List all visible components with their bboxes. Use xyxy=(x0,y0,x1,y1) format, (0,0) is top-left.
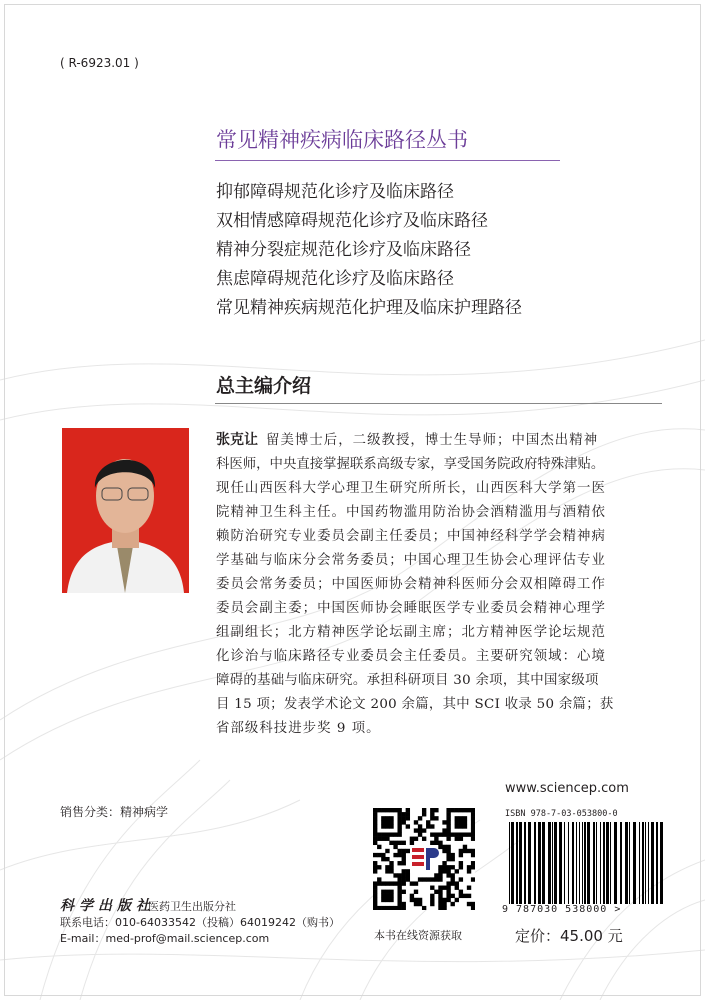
barcode-bar xyxy=(528,822,531,904)
barcode-bar xyxy=(596,822,597,904)
bio-line: 赖防治研究专业委员会副主任委员；中国神经科学学会精神病 xyxy=(216,529,606,544)
series-title: 常见精神疾病临床路径丛书 xyxy=(216,128,468,152)
barcode-bar xyxy=(593,822,595,904)
publisher-logo: 科学出版社 xyxy=(60,898,155,914)
barcode-bar xyxy=(542,822,545,904)
sales-category: 销售分类：精神病学 xyxy=(60,805,169,819)
book-title: 双相情感障碍规范化诊疗及临床路径 xyxy=(216,211,488,231)
barcode-bar xyxy=(582,822,583,904)
barcode-bar xyxy=(651,822,654,904)
barcode-bar xyxy=(629,822,630,904)
bio-line: 科医师，中央直接掌握联系高级专家，享受国务院政府特殊津贴。 xyxy=(216,457,605,472)
barcode-bar xyxy=(620,822,622,904)
barcode-bar xyxy=(509,822,510,904)
barcode-bar xyxy=(600,822,601,904)
barcode-bar xyxy=(534,822,536,904)
isbn: ISBN 978-7-03-053800-0 xyxy=(505,809,618,819)
barcode-bar xyxy=(625,822,628,904)
bio-line: 现任山西医科大学心理卫生研究所所长，山西医科大学第一医 xyxy=(216,481,606,496)
book-title: 常见精神疾病规范化护理及临床护理路径 xyxy=(216,298,522,318)
barcode-bar xyxy=(606,822,609,904)
barcode-bar xyxy=(516,822,518,904)
publisher-division: 医药卫生出版分社 xyxy=(148,900,236,913)
barcode-bar xyxy=(548,822,551,904)
barcode-bar xyxy=(660,822,663,904)
barcode-bar xyxy=(610,822,611,904)
bio-line: 张克让 留美博士后，二级教授，博士生导师；中国杰出精神 xyxy=(216,432,599,448)
book-title: 焦虑障碍规范化诊疗及临床路径 xyxy=(216,269,454,289)
bio-line: 院精神卫生科主任。中国药物滥用防治协会酒精滥用与酒精依 xyxy=(216,505,606,520)
contact-email: E-mail：med-prof@mail.sciencep.com xyxy=(60,932,270,945)
barcode-bar xyxy=(614,822,617,904)
qr-caption: 本书在线资源获取 xyxy=(374,929,462,942)
barcode-bar xyxy=(538,822,541,904)
contact-phone: 联系电话：010-64033542（投稿）64019242（购书） xyxy=(60,916,340,929)
barcode-bar xyxy=(576,822,577,904)
barcode-bar xyxy=(552,822,553,904)
barcode-bar xyxy=(633,822,636,904)
bio-line: 组副组长；北方精神医学论坛副主席；北方精神医学论坛规范 xyxy=(216,625,606,640)
barcode-bar xyxy=(559,822,562,904)
barcode-bar xyxy=(519,822,522,904)
barcode xyxy=(505,822,665,904)
barcode-bar xyxy=(564,822,565,904)
editor-photo xyxy=(62,428,189,593)
barcode-bar xyxy=(511,822,514,904)
bio-line: 目 15 项；发表学术论文 200 余篇，其中 SCI 收录 50 余篇；获 xyxy=(216,697,614,712)
bio-line: 委员会常务委员；中国医师协会精神科医师分会双相障碍工作 xyxy=(216,577,606,592)
barcode-bar xyxy=(642,822,644,904)
bio-line: 障碍的基础与临床研究。承担科研项目 30 余项，其中国家级项 xyxy=(216,673,599,688)
publisher-logo-icon xyxy=(410,845,439,873)
bio-line: 省部级科技进步奖 9 项。 xyxy=(216,721,381,736)
divider xyxy=(215,160,560,161)
bio-line: 学基础与临床分会常务委员；中国心理卫生协会心理评估专业 xyxy=(216,553,606,568)
qr-code[interactable] xyxy=(373,808,475,910)
barcode-bar xyxy=(587,822,590,904)
barcode-bar xyxy=(554,822,557,904)
editor-section-title: 总主编介绍 xyxy=(216,375,312,397)
barcode-bar xyxy=(579,822,580,904)
price: 定价：45.00 元 xyxy=(515,927,623,945)
catalog-code: ( R-6923.01 ) xyxy=(60,56,139,70)
barcode-digits: 9 787030 538000 > xyxy=(502,904,622,915)
bio-line: 委员会副主委；中国医师协会睡眠医学专业委员会精神心理学 xyxy=(216,601,606,616)
barcode-bar xyxy=(568,822,569,904)
barcode-bar xyxy=(603,822,605,904)
book-title: 抑郁障碍规范化诊疗及临床路径 xyxy=(216,182,454,202)
website[interactable]: www.sciencep.com xyxy=(505,781,629,796)
bio-line: 化诊治与临床路径专业委员会主任委员。主要研究领域：心境 xyxy=(216,649,606,664)
book-title: 精神分裂症规范化诊疗及临床路径 xyxy=(216,240,471,260)
barcode-bar xyxy=(656,822,658,904)
barcode-bar xyxy=(572,822,574,904)
barcode-bar xyxy=(524,822,526,904)
divider xyxy=(215,403,662,404)
barcode-bar xyxy=(645,822,646,904)
barcode-bar xyxy=(639,822,640,904)
barcode-bar xyxy=(648,822,649,904)
editor-name: 张克让 xyxy=(216,432,258,448)
barcode-bar xyxy=(584,822,586,904)
